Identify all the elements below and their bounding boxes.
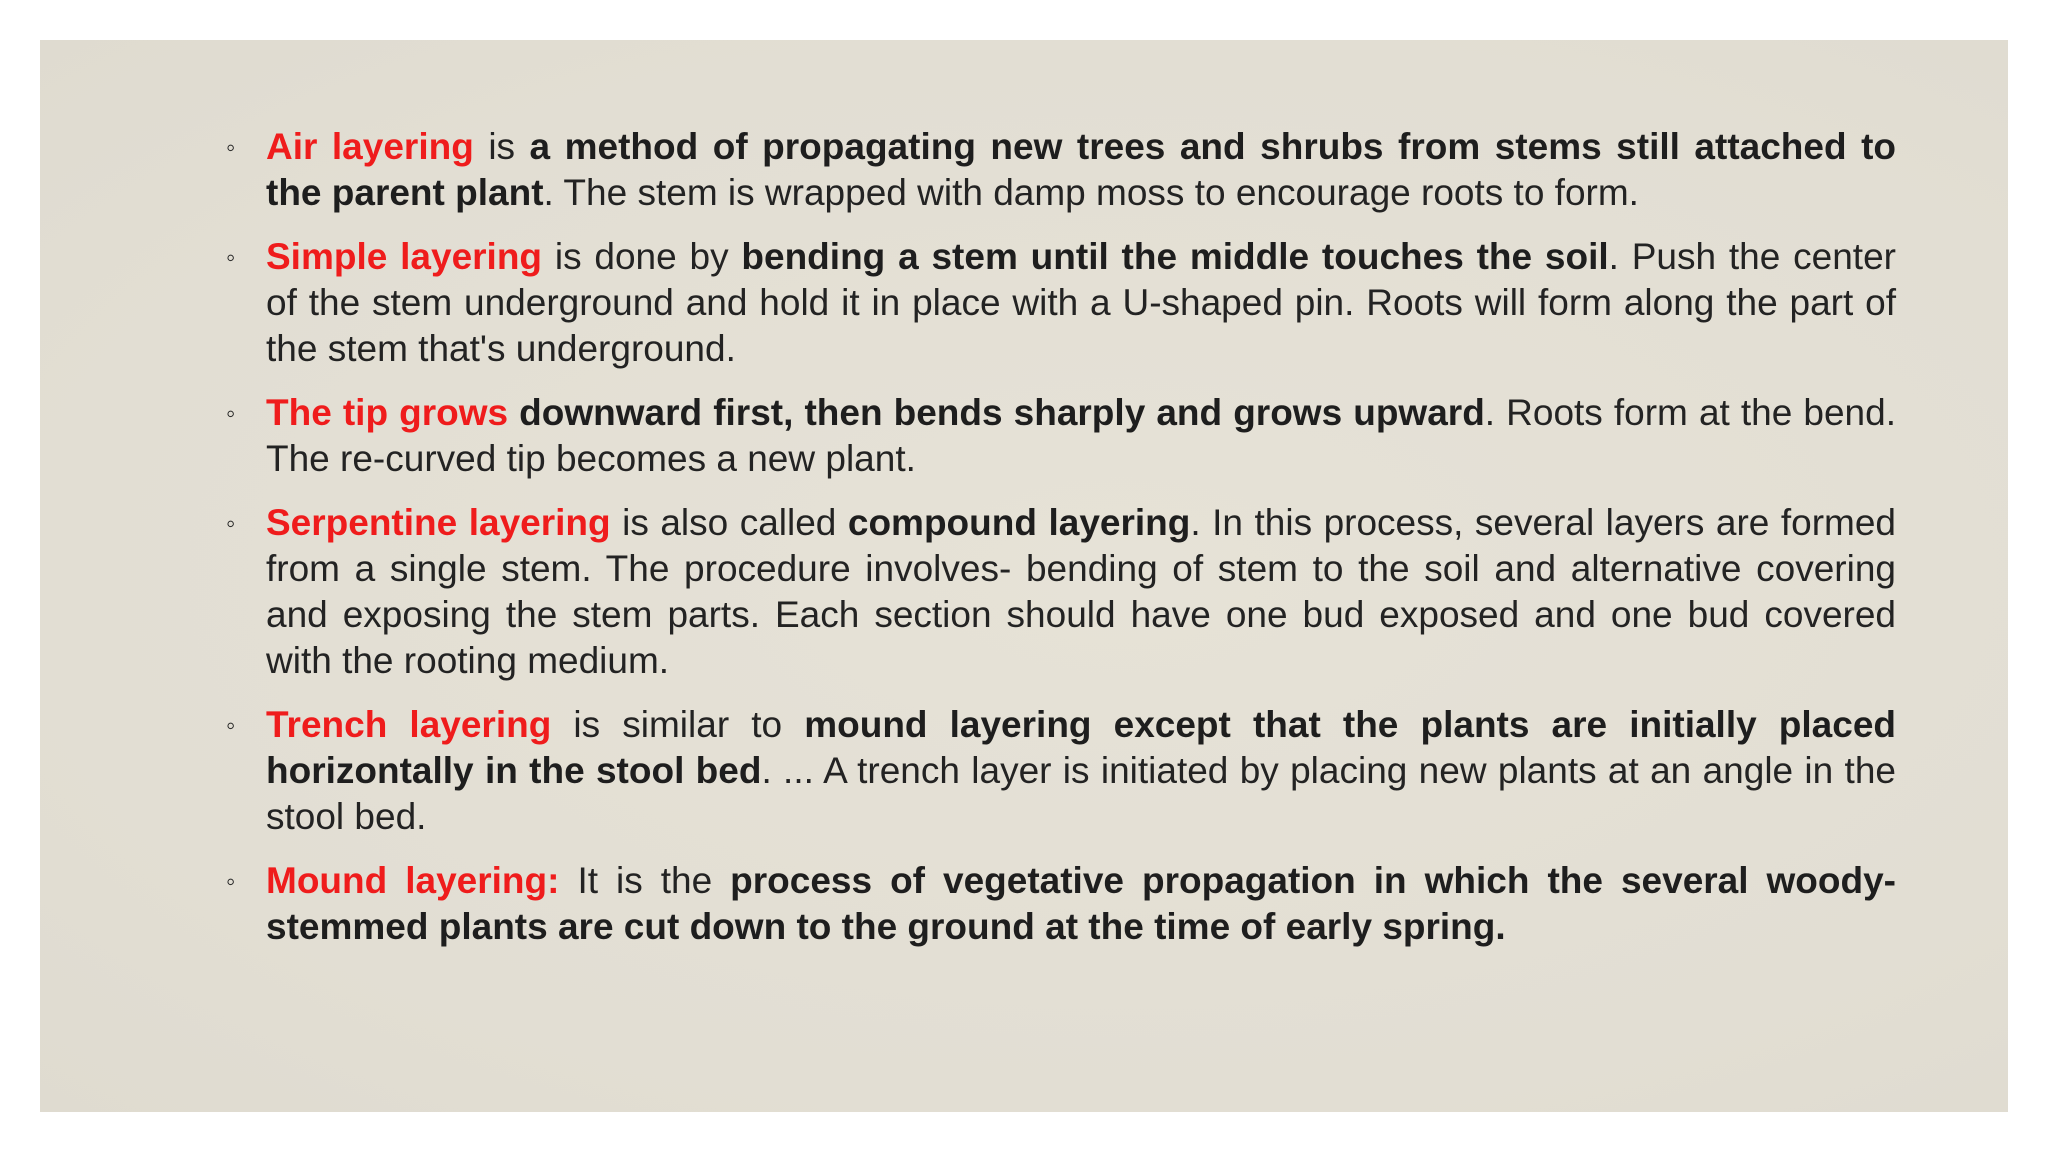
text-segment: is similar to	[551, 704, 805, 745]
term-label: The tip grows	[266, 392, 509, 433]
slide	[40, 40, 2008, 1112]
bullet-marker: ◦	[226, 242, 236, 272]
text-segment	[508, 392, 519, 433]
bold-segment: a method of propagating new trees and shrubs from stems still attached to the parent plant	[266, 126, 1897, 213]
text-segment: . The stem is wrapped with damp moss to encourage roots to form.	[543, 172, 1639, 213]
bullet-simple-layering	[226, 234, 1896, 372]
text-segment: . Push the center of the stem underground and hold it in place with a U-shaped pin. Roots will form along the part of the stem that's underground.	[266, 236, 1896, 369]
text-segment: It is the	[559, 860, 731, 901]
bold-segment: compound layering	[847, 502, 1191, 543]
text-segment: is	[473, 126, 530, 167]
text-segment: . ... A trench layer is initiated by placing new plants at an angle in the stool bed.	[266, 750, 1896, 837]
bold-segment: bending a stem until the middle touches the soil	[741, 236, 1609, 277]
term-label: Simple layering	[266, 236, 543, 277]
text-segment: . Roots form at the bend. The re-curved tip becomes a new plant.	[266, 392, 1896, 479]
bullet-serpentine-layering	[226, 500, 1896, 684]
bullet-marker: ◦	[226, 508, 236, 538]
bullet-mound-layering	[226, 858, 1896, 950]
text-segment: . In this process, several layers are formed from a single stem. The procedure involves- bending of stem to the soil and alternative covering and exposing the stem parts. Each section should have one bud exposed and one bud covered with the rooting medium.	[266, 502, 1896, 681]
bullet-marker: ◦	[226, 132, 236, 162]
text-segment: is also called	[610, 502, 848, 543]
bullet-list	[226, 124, 1896, 968]
bullet-trench-layering	[226, 702, 1896, 840]
term-label: Serpentine layering	[266, 502, 611, 543]
bullet-marker: ◦	[226, 866, 236, 896]
bullet-tip-layering	[226, 390, 1896, 482]
bullet-air-layering	[226, 124, 1896, 216]
text-segment: is done by	[542, 236, 742, 277]
term-label: Trench layering	[266, 704, 552, 745]
bullet-marker: ◦	[226, 398, 236, 428]
term-label: Mound layering:	[266, 860, 560, 901]
bullet-marker: ◦	[226, 710, 236, 740]
bold-segment: downward first, then bends sharply and grows upward	[519, 392, 1485, 433]
term-label: Air layering	[266, 126, 474, 167]
bold-segment: mound layering except that the plants are initially placed horizontally in the stool bed	[266, 704, 1897, 791]
bold-segment: process of vegetative propagation in which the several woody-stemmed plants are cut down to the ground at the time of early spring.	[266, 860, 1897, 947]
